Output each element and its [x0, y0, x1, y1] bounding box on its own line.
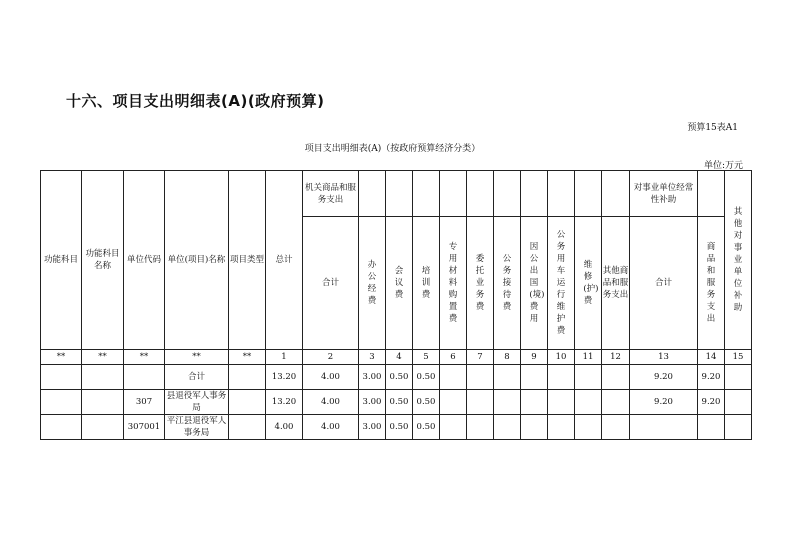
- header-project-type: 项目类型: [229, 171, 266, 350]
- cell-office: 3.00: [359, 365, 386, 390]
- col-number: 10: [548, 350, 575, 365]
- cell-meeting: 0.50: [386, 365, 413, 390]
- col-number: 7: [467, 350, 494, 365]
- cell-project-type: [229, 365, 266, 390]
- col-number: **: [165, 350, 229, 365]
- cell-vehicle: [548, 365, 575, 390]
- cell-g2-total: 9.20: [630, 390, 698, 415]
- cell-materials: [440, 390, 467, 415]
- col-number: 15: [725, 350, 752, 365]
- cell-office: 3.00: [359, 415, 386, 440]
- header-g2-total: 合计: [630, 217, 698, 350]
- header-other-subsidy-cell: [725, 171, 752, 350]
- cell-other-goods: [602, 415, 630, 440]
- col-number: 3: [359, 350, 386, 365]
- col-number: 6: [440, 350, 467, 365]
- cell-project-type: [229, 390, 266, 415]
- cell-g2-total: [630, 415, 698, 440]
- cell-func-name: [82, 365, 124, 390]
- budget-table: [40, 170, 752, 440]
- header-other-subsidy: 其他对事业单位补助: [733, 207, 743, 313]
- cell-func-name: [82, 415, 124, 440]
- cell-meeting: 0.50: [386, 390, 413, 415]
- cell-g1-total: 4.00: [303, 390, 359, 415]
- col-number: 5: [413, 350, 440, 365]
- cell-vehicle: [548, 415, 575, 440]
- cell-unit-name: 合计: [165, 365, 229, 390]
- cell-training: 0.50: [413, 365, 440, 390]
- header-meeting: 会议费: [394, 266, 404, 300]
- header-other-goods: 其他商品和服务支出: [602, 217, 630, 350]
- unit-label: 单位:万元: [703, 161, 743, 171]
- cell-abroad: [521, 365, 548, 390]
- col-number: 13: [630, 350, 698, 365]
- cell-total: 4.00: [266, 415, 303, 440]
- header-office: 办公经费: [367, 260, 377, 306]
- cell-g2-goods: [698, 415, 725, 440]
- cell-other-goods: [602, 365, 630, 390]
- col-number: 8: [494, 350, 521, 365]
- cell-project-type: [229, 415, 266, 440]
- cell-materials: [440, 415, 467, 440]
- cell-training: 0.50: [413, 415, 440, 440]
- header-unit-name: 单位(项目)名称: [165, 171, 229, 350]
- header-commission: 委托业务费: [475, 254, 485, 312]
- column-number-row: [41, 350, 752, 365]
- header-g2-goods: 商品和服务支出: [706, 242, 716, 324]
- cell-g2-total: 9.20: [630, 365, 698, 390]
- header-reception: 公务接待费: [502, 254, 512, 312]
- cell-g2-other: [725, 390, 752, 415]
- header-abroad: 因公出国(境)费用: [529, 242, 545, 324]
- page-title: 十六、项目支出明细表(A)(政府预算): [66, 92, 325, 110]
- col-number: 4: [386, 350, 413, 365]
- cell-commission: [467, 365, 494, 390]
- header-group-institution-subsidy: 对事业单位经常性补助: [630, 171, 698, 217]
- cell-unit-code: 307001: [124, 415, 165, 440]
- cell-abroad: [521, 390, 548, 415]
- cell-g2-goods: 9.20: [698, 365, 725, 390]
- cell-training: 0.50: [413, 390, 440, 415]
- cell-maintenance: [575, 365, 602, 390]
- cell-total: 13.20: [266, 390, 303, 415]
- table-code: 预算15表A1: [687, 123, 738, 133]
- header-materials: 专用材料购置费: [448, 242, 458, 324]
- header-vehicle: 公务用车运行维护费: [556, 230, 566, 336]
- cell-func-code: [41, 390, 82, 415]
- cell-unit-code: [124, 365, 165, 390]
- cell-func-code: [41, 365, 82, 390]
- cell-func-code: [41, 415, 82, 440]
- table-subtitle: 项目支出明细表(A)（按政府预算经济分类）: [304, 144, 481, 154]
- col-number: **: [41, 350, 82, 365]
- cell-reception: [494, 365, 521, 390]
- header-maintenance: 维修(护)费: [583, 260, 599, 306]
- cell-g2-other: [725, 415, 752, 440]
- header-func-code: 功能科目: [41, 171, 82, 350]
- col-number: 12: [602, 350, 630, 365]
- cell-g1-total: 4.00: [303, 415, 359, 440]
- header-unit-code: 单位代码: [124, 171, 165, 350]
- col-number: 2: [303, 350, 359, 365]
- table-row-county-bureau: [41, 390, 752, 415]
- cell-vehicle: [548, 390, 575, 415]
- cell-maintenance: [575, 415, 602, 440]
- cell-reception: [494, 415, 521, 440]
- col-number: 11: [575, 350, 602, 365]
- col-number: 1: [266, 350, 303, 365]
- header-func-name: 功能科目名称: [82, 171, 124, 350]
- cell-commission: [467, 415, 494, 440]
- header-g1-total: 合计: [303, 217, 359, 350]
- cell-func-name: [82, 390, 124, 415]
- col-number: 9: [521, 350, 548, 365]
- cell-g1-total: 4.00: [303, 365, 359, 390]
- cell-materials: [440, 365, 467, 390]
- cell-total: 13.20: [266, 365, 303, 390]
- header-group-goods-services: 机关商品和服务支出: [303, 171, 359, 217]
- cell-reception: [494, 390, 521, 415]
- col-number: **: [124, 350, 165, 365]
- cell-g2-other: [725, 365, 752, 390]
- cell-commission: [467, 390, 494, 415]
- col-number: **: [82, 350, 124, 365]
- cell-office: 3.00: [359, 390, 386, 415]
- table-row-total: [41, 365, 752, 390]
- table-row-pingjiang-bureau: [41, 415, 752, 440]
- cell-meeting: 0.50: [386, 415, 413, 440]
- header-row-1: [41, 171, 752, 217]
- cell-unit-code: 307: [124, 390, 165, 415]
- cell-other-goods: [602, 390, 630, 415]
- header-total: 总计: [266, 171, 303, 350]
- cell-unit-name: 县退役军人事务局: [165, 390, 229, 415]
- col-number: 14: [698, 350, 725, 365]
- col-number: **: [229, 350, 266, 365]
- cell-g2-goods: 9.20: [698, 390, 725, 415]
- cell-unit-name: 平江县退役军人事务局: [165, 415, 229, 440]
- cell-maintenance: [575, 390, 602, 415]
- cell-abroad: [521, 415, 548, 440]
- header-training: 培训费: [421, 266, 431, 300]
